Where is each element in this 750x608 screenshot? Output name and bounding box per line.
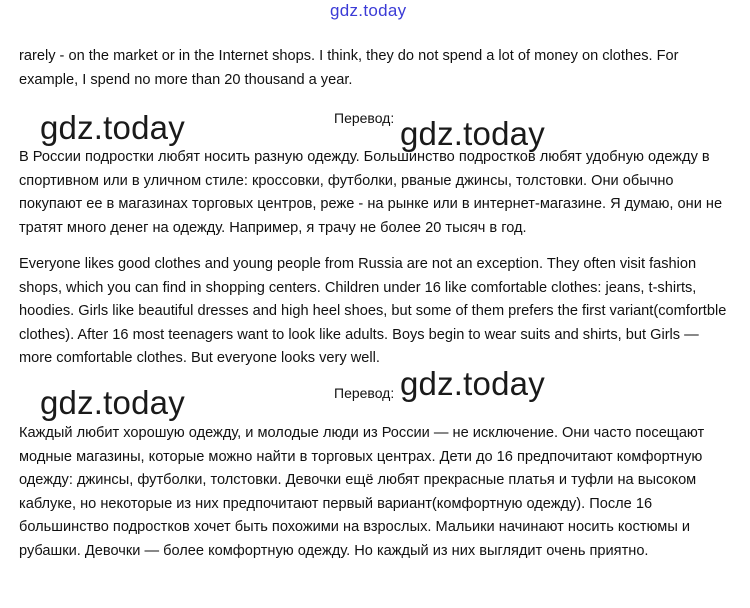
watermark-left-1: gdz.today bbox=[40, 109, 185, 146]
watermark-top: gdz.today bbox=[330, 1, 407, 20]
paragraph-russian-1: В России подростки любят носить разную одежду. Большинство подростков любят удобную одежду в спортивном или в уличном стиле: кроссовки, футболки, рваные джинсы, толстовки. Они обычно покупают ее в магазинах торговых центров, реже - на рынке или в интернет-магазине. Я думаю, они не тратят много денег на одежду. Например, я трачу не более 20 тысяч в год. bbox=[19, 149, 723, 236]
translation-label-2: Перевод: bbox=[334, 385, 395, 401]
watermark-right-2: gdz.today bbox=[400, 365, 545, 402]
paragraph-russian-2: Каждый любит хорошую одежду, и молодые люди из России — не исключение. Они часто посещают модные магазины, которые можно найти в торговых центрах. Дети до 16 предпочитают комфортную одежду: джинсы, футболки, толстовки. Девочки ещё любят прекрасные платья и туфли на высоком каблуке, но некоторые из них предпочитают первый вариант(комфортную одежду). После 16 большинство подростков хочет быть похожими на взрослых. Мальики начинают носить костюмы и рубашки. Девочки — более комфортную одежду. Но каждый из них выглядит очень приятно. bbox=[19, 425, 705, 559]
translation-label-1: Перевод: bbox=[334, 110, 395, 126]
paragraph-english-2: Everyone likes good clothes and young people from Russia are not an exception. They often visit fashion shops, which you can find in shopping centers. Children under 16 like comfortable clothes: jeans, t-shirts, hoodies. Girls like beautiful dresses and high heel shoes, but some of them prefers the first variant(comfortble clothes). After 16 most teenagers want to look like adults. Boys begin to wear suits and shirts, but Girls — more comfortable clothes. But everyone looks very well. bbox=[19, 256, 727, 367]
watermark-left-2: gdz.today bbox=[40, 384, 185, 421]
watermark-right-1: gdz.today bbox=[400, 115, 545, 152]
paragraph-english-1: rarely - on the market or in the Internet shops. I think, they do not spend a lot of money on clothes. For example, I spend no more than 20 thousand a year. bbox=[19, 48, 679, 88]
